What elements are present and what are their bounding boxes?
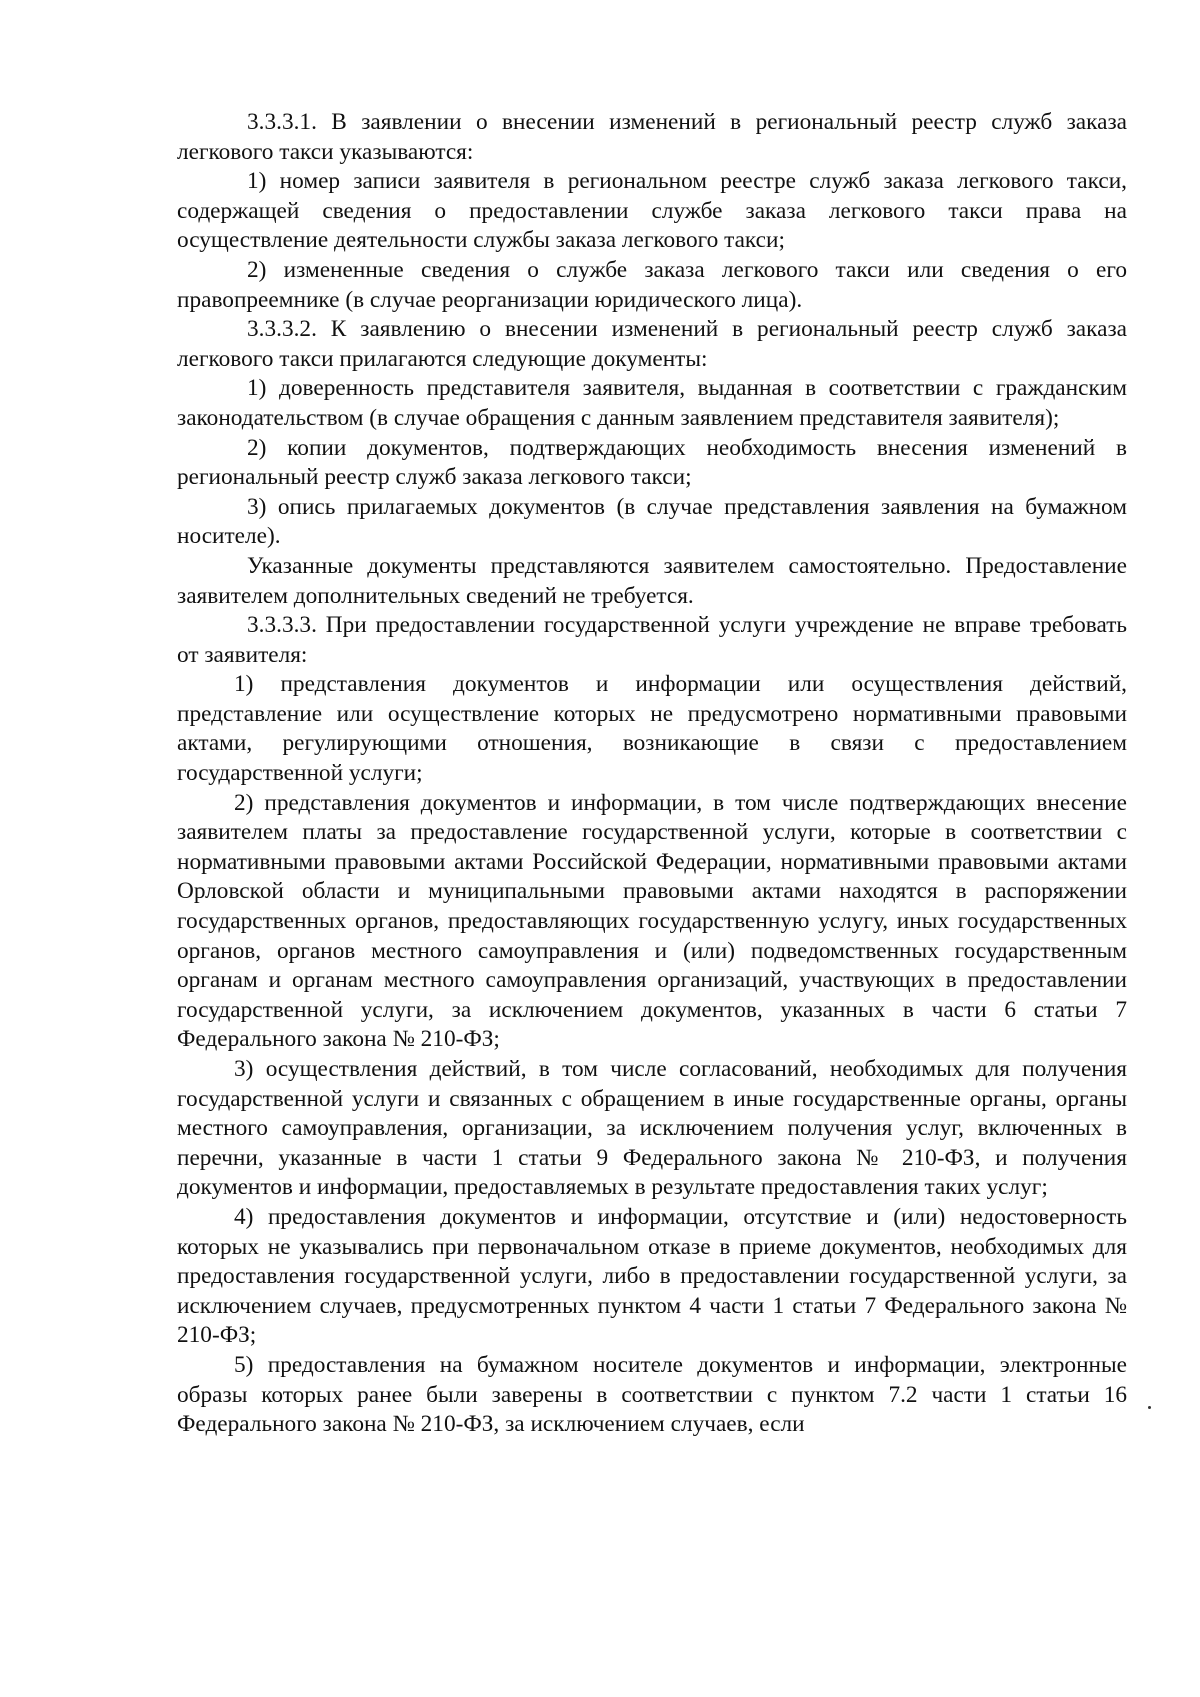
paragraph-3-3-3-2: 3.3.3.2. К заявлению о внесении изменений в региональный реестр служб заказа легкового такси прилагаются следующие документы: [177, 316, 1127, 372]
scan-speck [1148, 1406, 1151, 1409]
paragraph-requirement-5: 5) предоставления на бумажном носителе документов и информации, электронные образы которых ранее были заверены в соответствии с пунктом 7.2 части 1 статьи 16 Федерального закона № 210-ФЗ, за исключением случаев, если [177, 1351, 1127, 1438]
paragraph-item-1-record-number: 1) номер записи заявителя в региональном реестре служб заказа легкового такси, содержащей сведения о предоставлении службе заказа легкового такси права на осуществление деятельности службы заказа легкового такси; [177, 168, 1127, 254]
paragraph-requirement-1: 1) представления документов и информации или осуществления действий, представление или осуществление которых не предусмотрено нормативными правовыми актами, регулирующими отношения, возникающие в связи с предоставлением государственной услуги; [177, 671, 1127, 787]
paragraph-3-3-3-1: 3.3.3.1. В заявлении о внесении изменений в региональный реестр служб заказа легкового такси указываются: [177, 109, 1127, 165]
paragraph-documents-note: Указанные документы представляются заявителем самостоятельно. Предоставление заявителем дополнительных сведений не требуется. [177, 552, 1127, 609]
paragraph-item-2-changed-info: 2) измененные сведения о службе заказа легкового такси или сведения о его правопреемнике (в случае реорганизации юридического лица). [177, 256, 1127, 313]
paragraph-requirement-3: 3) осуществления действий, в том числе согласований, необходимых для получения государственной услуги и связанных с обращением в иные государственные органы, органы местного самоуправления, организации, за исключением получения услуг, включенных в перечни, указанные в части 1 статьи 9 Федерального закона № 210-ФЗ, и получения документов и информации, предоставляемых в результате предоставления таких услуг; [177, 1056, 1127, 1201]
paragraph-item-1-power-of-attorney: 1) доверенность представителя заявителя, выданная в соответствии с гражданским законодательством (в случае обращения с данным заявлением представителя заявителя); [177, 375, 1127, 431]
document-body [177, 108, 1127, 1440]
paragraph-3-3-3-3: 3.3.3.3. При предоставлении государственной услуги учреждение не вправе требовать от заявителя: [177, 612, 1127, 668]
paragraph-item-2-document-copies: 2) копии документов, подтверждающих необходимость внесения изменений в региональный реестр служб заказа легкового такси; [177, 434, 1127, 491]
paragraph-requirement-4: 4) предоставления документов и информации, отсутствие и (или) недостоверность которых не указывались при первоначальном отказе в приеме документов, необходимых для предоставления государственной услуги, либо в предоставлении государственной услуги, за исключением случаев, предусмотренных пунктом 4 части 1 статьи 7 Федерального закона № 210-ФЗ; [177, 1203, 1127, 1349]
paragraph-item-3-inventory: 3) опись прилагаемых документов (в случае представления заявления на бумажном носителе). [177, 493, 1127, 550]
paragraph-requirement-2: 2) представления документов и информации, в том числе подтверждающих внесение заявителем платы за предоставление государственной услуги, которые в соответствии с нормативными правовыми актами Российской Федерации, нормативными правовыми актами Орловской области и муниципальными правовыми актами находятся в распоряжении государственных органов, предоставляющих государственную услугу, иных государственных органов, органов местного самоуправления и (или) подведомственных государственным органам и органам местного самоуправления организаций, участвующих в предоставлении государственной услуги, за исключением документов, указанных в части 6 статьи 7 Федерального закона № 210-ФЗ; [177, 789, 1127, 1053]
